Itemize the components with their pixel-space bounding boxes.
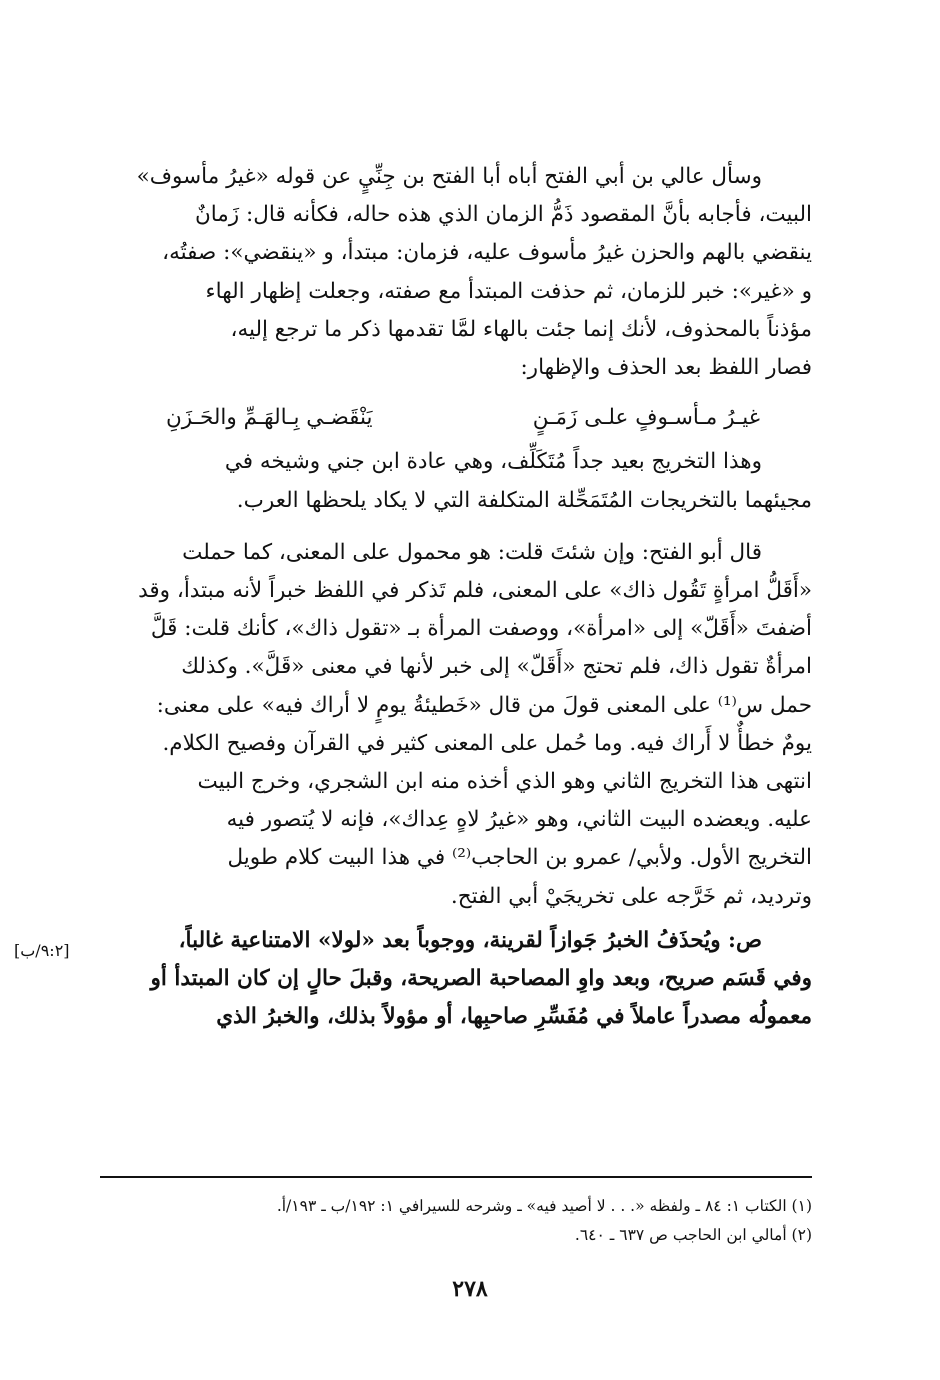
text-line: وترديد، ثم خَرَّجه على تخريجَيْ أبي الفتح.	[450, 883, 812, 909]
text-line: عليه. ويعضده البيت الثاني، وهو «غيرُ لاهٍ عِداك»، فإنه لا يُتصور فيه	[226, 807, 812, 833]
text-line: ص: ويُحذَفُ الخبرُ جَوازاً لقرينة، ووجوباً بعد «لولا» الامتناعية غالباً،	[178, 927, 762, 953]
text-line: امرأةٌ تقول ذاك، فلم تحتج «أَقَلّ» إلى خبر لأنها في معنى «قَلَّ». وكذلك	[181, 654, 812, 680]
page-number: ٢٧٨	[452, 1276, 488, 1302]
text-line: وفي قَسَم صريح، وبعد واوِ المصاحبة الصريحة، وقبلَ حالٍ إن كان المبتدأ أو	[150, 966, 812, 992]
paragraph-1	[100, 158, 812, 387]
text-line: قال أبو الفتح: وإن شئتَ قلت: هو محمول على المعنى، كما حملت	[182, 539, 762, 565]
text-line: أضفتَ «أَقَلّ» إلى «امرأة»، ووصفت المرأة بـ «تقول ذاك»، كأنك قلت: قَلَّ	[150, 616, 812, 642]
verse-hemistich-right: غيـرُ مـأسـوفٍ علـى زَمَـنٍ	[532, 405, 760, 431]
text-line: حمل س⁽¹⁾ على المعنى قولَ من قال «خَطيئةُ يومٍ لا أراك فيه» على معنى:	[156, 692, 812, 718]
paragraph-3	[100, 534, 812, 916]
text-line: البيت، فأجابه بأنَّ المقصود ذَمُّ الزمان الذي هذه حاله، فكأنه قال: زَمانٌ	[194, 202, 812, 228]
verse-hemistich-left: يَنْقَضـي بِـالهَـمِّ والحَـزَنِ	[166, 405, 373, 431]
text-line: وهذا التخريج بعيد جداً مُتَكَلِّف، وهي عادة ابن جني وشيخه في	[224, 449, 762, 475]
main-text	[100, 158, 812, 1036]
footnote-separator	[100, 1176, 812, 1178]
verse-line	[100, 399, 812, 437]
text-line: التخريج الأول. ولأبي/ عمرو بن الحاجب⁽²⁾ في هذا البيت كلام طويل	[227, 845, 812, 871]
text-line: وسأل عالي بن أبي الفتح أباه أبا الفتح بن جِنِّيٍ عن قوله «غيرُ مأسوف»	[136, 164, 762, 189]
text-line: انتهى هذا التخريج الثاني وهو الذي أخذه منه ابن الشجري، وخرج البيت	[197, 769, 812, 795]
text-line: ينقضي بالهم والحزن غيرُ مأسوف عليه، فزمان: مبتدأ، و «ينقضي»: صفتُه،	[162, 240, 812, 266]
paragraph-2	[100, 443, 812, 519]
text-line: فصار اللفظ بعد الحذف والإظهار:	[520, 355, 812, 381]
footnotes	[100, 1192, 812, 1250]
text-line: «أَقَلُّ امرأةٍ تَقُول ذاك» على المعنى، فلم تَذكر في اللفظ خبراً لأنه مبتدأ، وقد	[138, 578, 812, 604]
footnote-1: (١) الكتاب ١: ٨٤ ـ ولفظه «. . . لا أصيد فيه» ـ وشرحه للسيرافي ١: ١٩٢/ب ـ ١٩٣/أ.	[276, 1197, 812, 1215]
text-line: مؤذناً بالمحذوف، لأنك إنما جئت بالهاء لمَّا تقدمها ذكر ما ترجع إليه،	[230, 316, 812, 342]
marginal-note: [٩:٢/ب]	[14, 941, 70, 960]
text-line: معمولُه مصدراً عاملاً في مُفَسِّرِ صاحبِها، أو مؤولاً بذلك، والخبرُ الذي	[216, 1004, 812, 1030]
text-line: و «غير»: خبر للزمان، ثم حذفت المبتدأ مع صفته، وجعلت إظهار الهاء	[205, 278, 812, 304]
footnote-2: (٢) أمالي ابن الحاجب ص ٦٣٧ ـ ٦٤٠.	[574, 1226, 812, 1244]
text-line: يومٌ خطأٌ لا أَراك فيه. وما حُمل على المعنى كثير في القرآن وفصيح الكلام.	[162, 730, 812, 756]
text-line: مجيئهما بالتخريجات المُتَمَحِّلة المتكلفة التي لا يكاد يلحظها العرب.	[236, 487, 812, 513]
paragraph-4	[100, 922, 812, 1037]
